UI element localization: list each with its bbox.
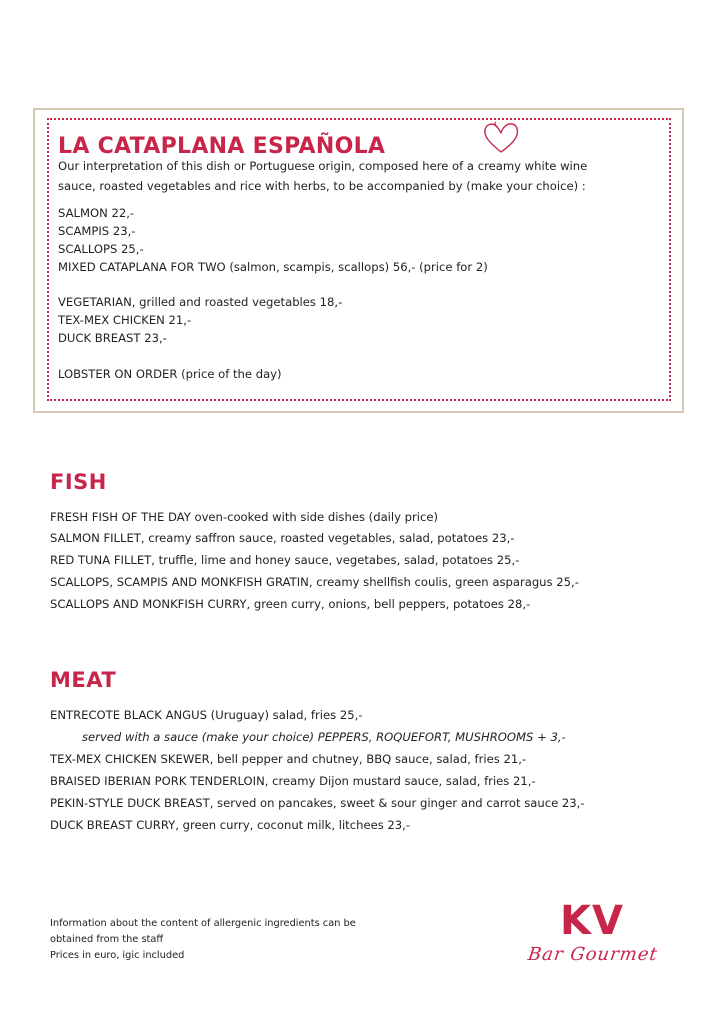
meat-item-entrecote: ENTRECOTE BLACK ANGUS (Uruguay) salad, fries 25,- bbox=[50, 708, 363, 722]
meat-item-texmex-skewer: TEX-MEX CHICKEN SKEWER, bell pepper and chutney, BBQ sauce, salad, fries 21,- bbox=[50, 752, 527, 766]
meat-sauce-note: served with a sauce (make your choice) PEPPERS, ROQUEFORT, MUSHROOMS + 3,- bbox=[82, 730, 566, 744]
fish-item-fresh-fish: FRESH FISH OF THE DAY oven-cooked with side dishes (daily price) bbox=[50, 510, 439, 524]
meat-item-pekin-duck: PEKIN-STYLE DUCK BREAST, served on pancakes, sweet & sour ginger and carrot sauce 23,- bbox=[50, 796, 585, 810]
cataplana-description-line2: sauce, roasted vegetables and rice with herbs, to be accompanied by (make your choice) : bbox=[58, 179, 586, 193]
cataplana-item-lobster: LOBSTER ON ORDER (price of the day) bbox=[58, 367, 282, 381]
cataplana-item-duck-breast: DUCK BREAST 23,- bbox=[58, 331, 167, 345]
fish-item-curry: SCALLOPS AND MONKFISH CURRY, green curry, onions, bell peppers, potatoes 28,- bbox=[50, 597, 531, 611]
footer-allergen-note-line1: Information about the content of allergenic ingredients can be bbox=[50, 918, 356, 929]
footer-allergen-note-line2: obtained from the staff bbox=[50, 934, 164, 945]
fish-item-red-tuna: RED TUNA FILLET, truffle, lime and honey sauce, vegetabes, salad, potatoes 25,- bbox=[50, 553, 520, 567]
meat-item-pork-tenderloin: BRAISED IBERIAN PORK TENDERLOIN, creamy Dijon mustard sauce, salad, fries 21,- bbox=[50, 774, 536, 788]
fish-section-title: FISH bbox=[50, 470, 107, 494]
cataplana-description-line1: Our interpretation of this dish or Portuguese origin, composed here of a creamy white wine bbox=[58, 159, 588, 173]
logo-subtitle: Bar Gourmet bbox=[526, 944, 660, 965]
logo-mark: KV bbox=[560, 898, 624, 944]
cataplana-item-mixed: MIXED CATAPLANA FOR TWO (salmon, scampis, scallops) 56,- (price for 2) bbox=[58, 260, 488, 274]
cataplana-item-scampis: SCAMPIS 23,- bbox=[58, 224, 136, 238]
cataplana-title: LA CATAPLANA ESPAÑOLA bbox=[58, 134, 386, 159]
cataplana-item-scallops: SCALLOPS 25,- bbox=[58, 242, 144, 256]
fish-item-salmon-fillet: SALMON FILLET, creamy saffron sauce, roasted vegetables, salad, potatoes 23,- bbox=[50, 531, 515, 545]
cataplana-item-salmon: SALMON 22,- bbox=[58, 206, 135, 220]
fish-item-gratin: SCALLOPS, SCAMPIS AND MONKFISH GRATIN, creamy shellfish coulis, green asparagus 25,- bbox=[50, 575, 579, 589]
meat-item-duck-curry: DUCK BREAST CURRY, green curry, coconut milk, litchees 23,- bbox=[50, 818, 411, 832]
footer-prices-note: Prices in euro, igic included bbox=[50, 950, 185, 961]
cataplana-item-vegetarian: VEGETARIAN, grilled and roasted vegetables 18,- bbox=[58, 295, 343, 309]
heart-icon bbox=[482, 121, 520, 155]
cataplana-item-texmex-chicken: TEX-MEX CHICKEN 21,- bbox=[58, 313, 192, 327]
meat-section-title: MEAT bbox=[50, 668, 117, 692]
